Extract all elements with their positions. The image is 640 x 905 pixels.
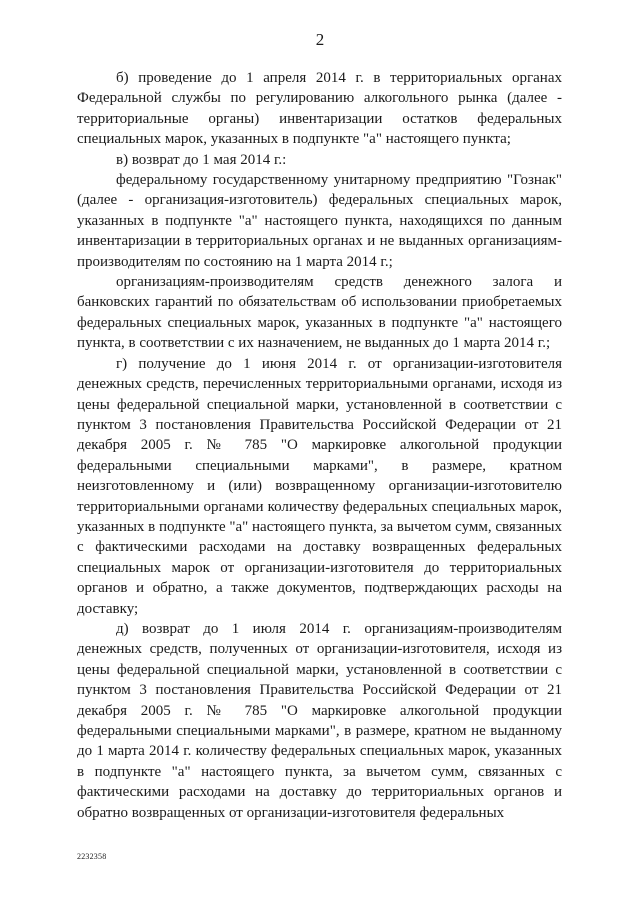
paragraph-g: г) получение до 1 июня 2014 г. от организации-изготовителя денежных средств, перечисленных территориальными органами, исходя из цены федеральной специальной марки, установленной в соответствии с пунктом 3 постановления Правительства Российской Федерации от 21 декабря 2005 г. № 785 "О маркировке алкогольной продукции федеральными специальными марками", в размере, кратном неизготовленному и (или) возвращенному организации-изготовителю территориальными органами количеству федеральных специальных марок, указанных в подпункте "а" настоящего пункта, за вычетом сумм, связанных с фактическими расходами на доставку возвращенных федеральных специальных марок от организации-изготовителя до территориальных органов и обратно, а также документов, подтверждающих расходы на доставку;: [77, 355, 563, 617]
document-code: 2232358: [77, 852, 107, 861]
paragraph-v-producers: организациям-производителям средств денежного залога и банковских гарантий по обязательствам об использовании приобретаемых федеральных специальных марок, указанных в подпункте "а" настоящего пункта, в соответствии с их назначением, не выданных до 1 марта 2014 г.;: [77, 274, 562, 352]
paragraph-d: д) возврат до 1 июля 2014 г. организациям-производителям денежных средств, полученных от организации-изготовителя, исходя из цены федеральной специальной марки, установленной в соответствии с пунктом 3 постановления Правительства Российской Федерации от 21 декабря 2005 г. № 785 "О маркировке алкогольной продукции федеральными специальными марками", в размере, кратном не выданному до 1 марта 2014 г. количеству федеральных специальных марок, указанных в подпункте "а" настоящего пункта, за вычетом сумм, связанных с фактическими расходами на доставку до территориальных органов и обратно возвращенных от организации-изготовителя федеральных: [77, 620, 562, 821]
page-number: 2: [315, 30, 325, 49]
paragraph-v: в) возврат до 1 мая 2014 г.:: [116, 151, 287, 168]
paragraph-v-goznak: федеральному государственному унитарному предприятию "Гознак" (далее - организация-изготовитель) федеральных специальных марок, указанных в подпункте "а" настоящего пункта, находящихся по данным инвентаризации в территориальных органах и не выданных организациям-производителям по состоянию на 1 марта 2014 г.;: [77, 172, 562, 270]
paragraph-b: б) проведение до 1 апреля 2014 г. в территориальных органах Федеральной службы по регулированию алкогольного рынка (далее - территориальные органы) инвентаризации остатков федеральных специальных марок, указанных в подпункте "а" настоящего пункта;: [77, 70, 562, 148]
document-body: [77, 68, 562, 823]
